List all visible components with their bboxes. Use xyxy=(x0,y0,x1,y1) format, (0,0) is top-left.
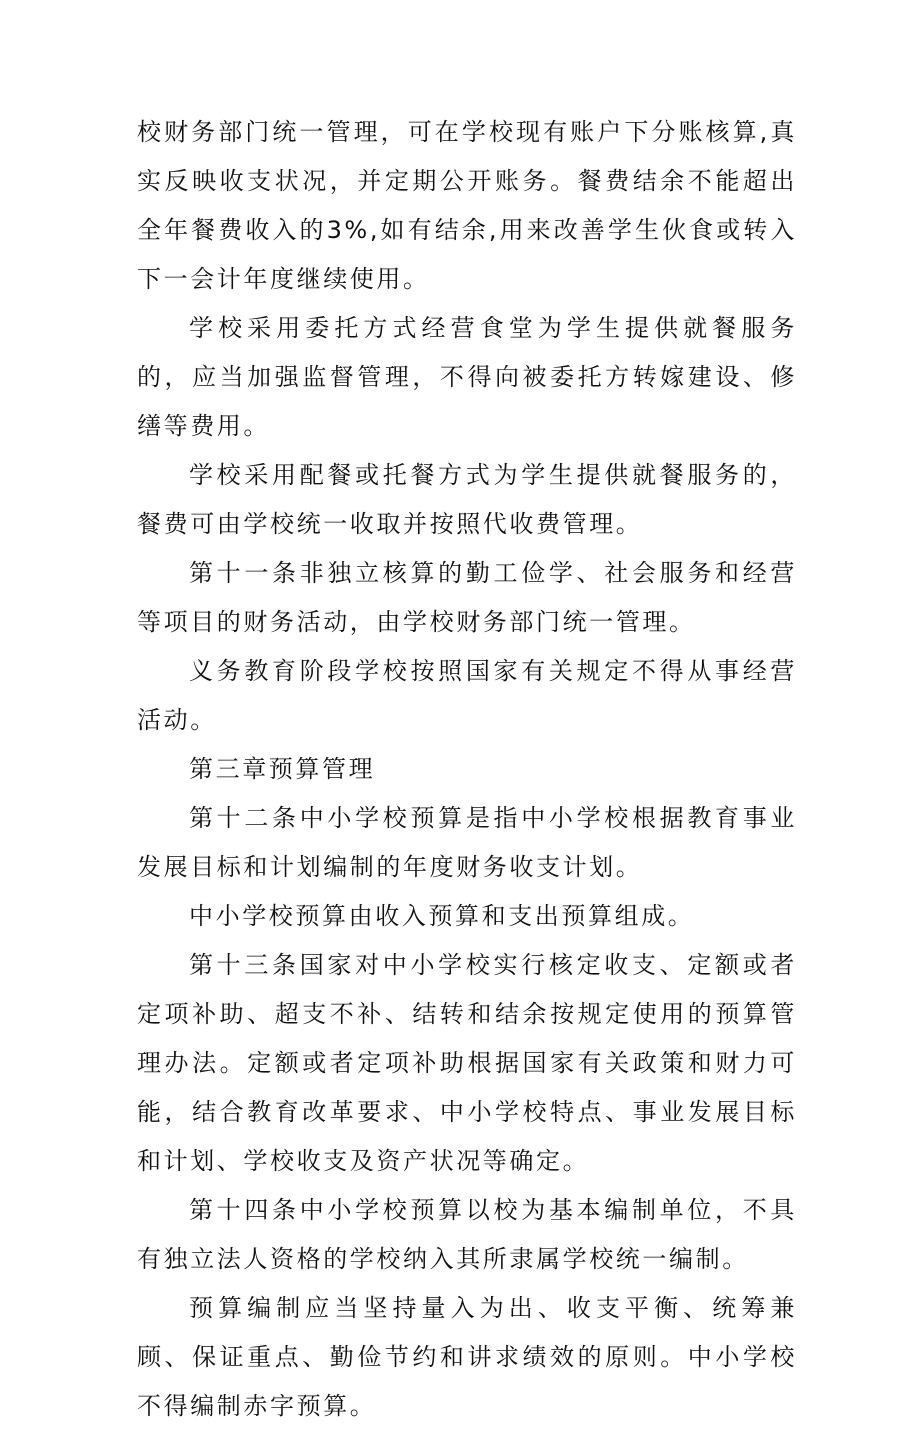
document-body xyxy=(137,108,797,1431)
paragraph-5: 义务教育阶段学校按照国家有关规定不得从事经营活动。 xyxy=(137,657,797,734)
paragraph-7: 第十二条中小学校预算是指中小学校根据教育事业发展目标和计划编制的年度财务收支计划。 xyxy=(137,804,797,881)
paragraph-9: 第十三条国家对中小学校实行核定收支、定额或者定项补助、超支不补、结转和结余按规定使用的预算管理办法。定额或者定项补助根据国家有关政策和财力可能，结合教育改革要求、中小学校特点、事业发展目标和计划、学校收支及资产状况等确定。 xyxy=(137,951,797,1175)
chapter-heading: 第三章预算管理 xyxy=(189,755,376,783)
paragraph-3: 学校采用配餐或托餐方式为学生提供就餐服务的，餐费可由学校统一收取并按照代收费管理。 xyxy=(137,461,797,538)
paragraph-4: 第十一条非独立核算的勤工俭学、社会服务和经营等项目的财务活动，由学校财务部门统一管理。 xyxy=(137,559,797,636)
paragraph-11: 预算编制应当坚持量入为出、收支平衡、统筹兼顾、保证重点、勤俭节约和讲求绩效的原则。中小学校不得编制赤字预算。 xyxy=(137,1294,797,1420)
paragraph-1: 校财务部门统一管理，可在学校现有账户下分账核算,真实反映收支状况，并定期公开账务。餐费结余不能超出全年餐费收入的3%,如有结余,用来改善学生伙食或转入下一会计年度继续使用。 xyxy=(137,118,797,293)
paragraph-2: 学校采用委托方式经营食堂为学生提供就餐服务的，应当加强监督管理，不得向被委托方转嫁建设、修缮等费用。 xyxy=(137,314,797,440)
paragraph-8: 中小学校预算由收入预算和支出预算组成。 xyxy=(189,902,695,930)
paragraph-10: 第十四条中小学校预算以校为基本编制单位，不具有独立法人资格的学校纳入其所隶属学校统一编制。 xyxy=(137,1196,797,1273)
